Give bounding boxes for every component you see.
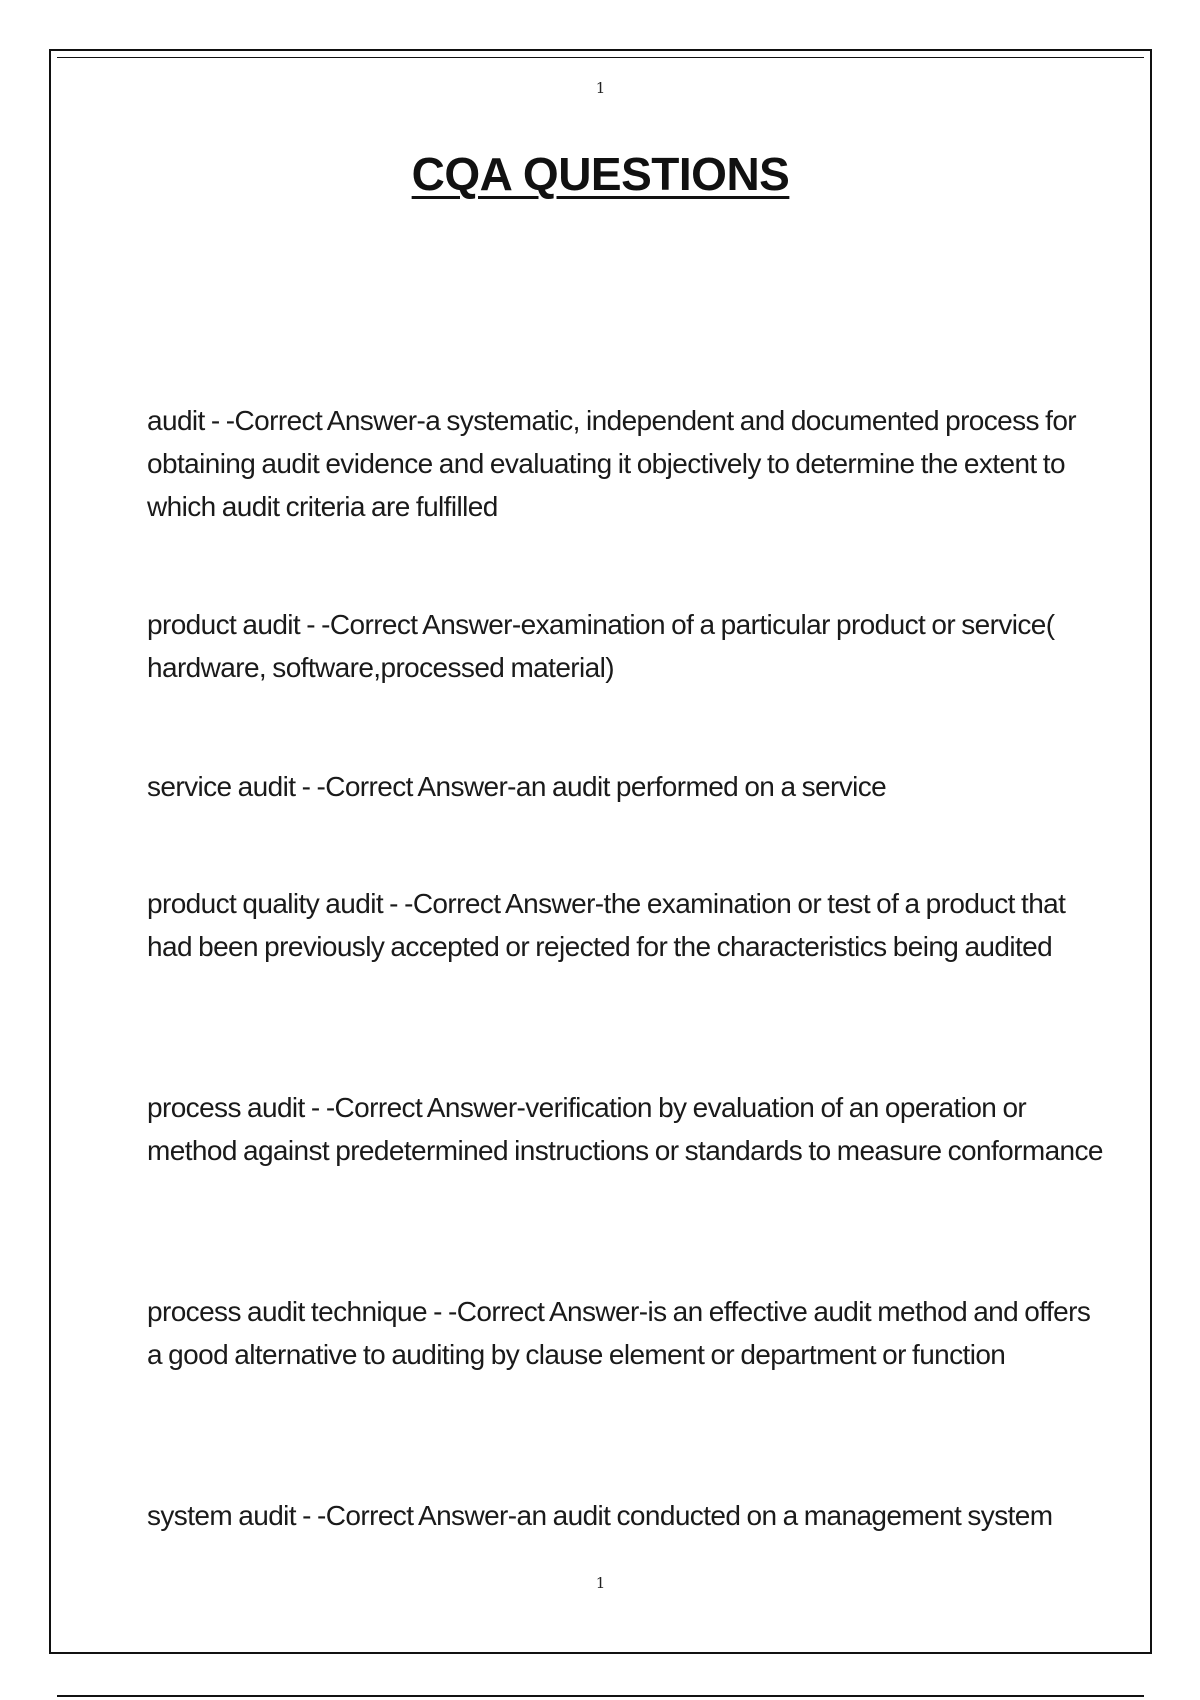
qa-entry-product-audit: product audit - -Correct Answer-examination of a particular product or service( hardware, software,processed material) [147,609,1055,683]
page-number-bottom: 1 [595,1574,606,1592]
qa-entry-audit: audit - -Correct Answer-a systematic, independent and documented process for obtaining audit evidence and evaluating it objectively to determine the extent to which audit criteria are fulfilled [147,405,1077,522]
qa-entry-service-audit: service audit - -Correct Answer-an audit performed on a service [147,771,887,802]
bottom-rule [57,1695,1144,1697]
top-rule [57,57,1144,58]
qa-entry-product-quality-audit: product quality audit - -Correct Answer-the examination or test of a product that had been previously accepted or rejected for the characteristics being audited [147,888,1066,962]
qa-entry-process-audit-technique: process audit technique - -Correct Answer-is an effective audit method and offers a good alternative to auditing by clause element or department or function [147,1296,1091,1370]
page-number-top: 1 [595,79,606,97]
page-title-text: CQA QUESTIONS [411,148,790,200]
qa-entry-system-audit: system audit - -Correct Answer-an audit conducted on a management system [147,1500,1053,1531]
qa-entry-process-audit: process audit - -Correct Answer-verification by evaluation of an operation or method against predetermined instructions or standards to measure conformance [147,1092,1103,1166]
page-frame [49,49,1152,1654]
page-title [51,147,1150,201]
